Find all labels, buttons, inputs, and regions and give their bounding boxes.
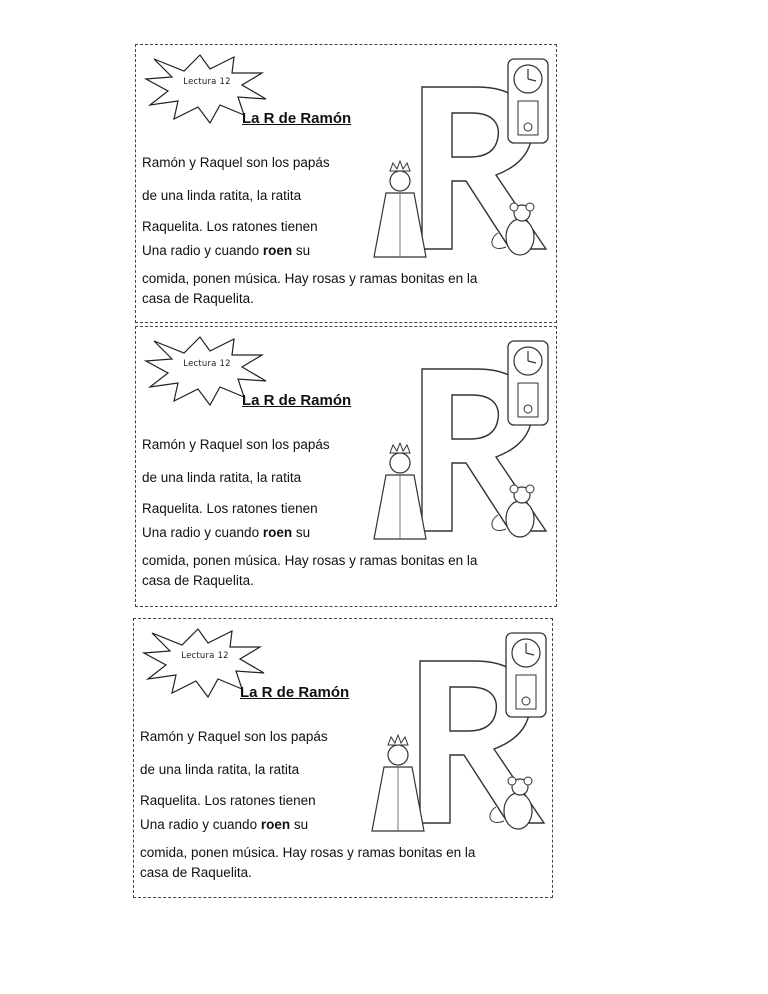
text-line: de una linda ratita, la ratita bbox=[142, 470, 302, 485]
bold-word: roen bbox=[260, 817, 291, 832]
text-line: comida, ponen música. Hay rosas y ramas bonitas en la bbox=[140, 845, 476, 860]
text-segment: su bbox=[290, 817, 309, 832]
text-line bbox=[142, 243, 310, 258]
letter-r-illustration bbox=[358, 627, 554, 839]
text-segment: Una radio y cuando bbox=[140, 817, 258, 832]
text-line: comida, ponen música. Hay rosas y ramas bonitas en la bbox=[142, 553, 478, 568]
reading-title: La R de Ramón bbox=[240, 684, 350, 701]
badge-label: Lectura 12 bbox=[183, 77, 231, 87]
reading-card bbox=[133, 618, 553, 898]
text-line bbox=[142, 525, 310, 540]
text-line: casa de Raquelita. bbox=[142, 291, 254, 306]
bold-word: roen bbox=[262, 243, 293, 258]
reading-title: La R de Ramón bbox=[242, 110, 352, 127]
text-line bbox=[140, 817, 308, 832]
text-line: Ramón y Raquel son los papás bbox=[142, 437, 330, 452]
text-segment: Una radio y cuando bbox=[142, 525, 260, 540]
text-line: casa de Raquelita. bbox=[140, 865, 252, 880]
text-line: casa de Raquelita. bbox=[142, 573, 254, 588]
reading-title: La R de Ramón bbox=[242, 392, 352, 409]
text-segment: Una radio y cuando bbox=[142, 243, 260, 258]
text-line: Ramón y Raquel son los papás bbox=[142, 155, 330, 170]
text-segment: su bbox=[292, 525, 311, 540]
letter-r-illustration bbox=[360, 335, 556, 547]
text-line: de una linda ratita, la ratita bbox=[142, 188, 302, 203]
text-line: Raquelita. Los ratones tienen bbox=[140, 793, 316, 808]
bold-word: roen bbox=[262, 525, 293, 540]
text-line: comida, ponen música. Hay rosas y ramas bonitas en la bbox=[142, 271, 478, 286]
text-segment: su bbox=[292, 243, 311, 258]
badge-label: Lectura 12 bbox=[183, 359, 231, 369]
text-line: Ramón y Raquel son los papás bbox=[140, 729, 328, 744]
reading-card bbox=[135, 326, 557, 607]
letter-r-illustration bbox=[360, 53, 556, 265]
text-line: Raquelita. Los ratones tienen bbox=[142, 219, 318, 234]
reading-card bbox=[135, 44, 557, 323]
text-line: Raquelita. Los ratones tienen bbox=[142, 501, 318, 516]
text-line: de una linda ratita, la ratita bbox=[140, 762, 300, 777]
badge-label: Lectura 12 bbox=[181, 651, 229, 661]
